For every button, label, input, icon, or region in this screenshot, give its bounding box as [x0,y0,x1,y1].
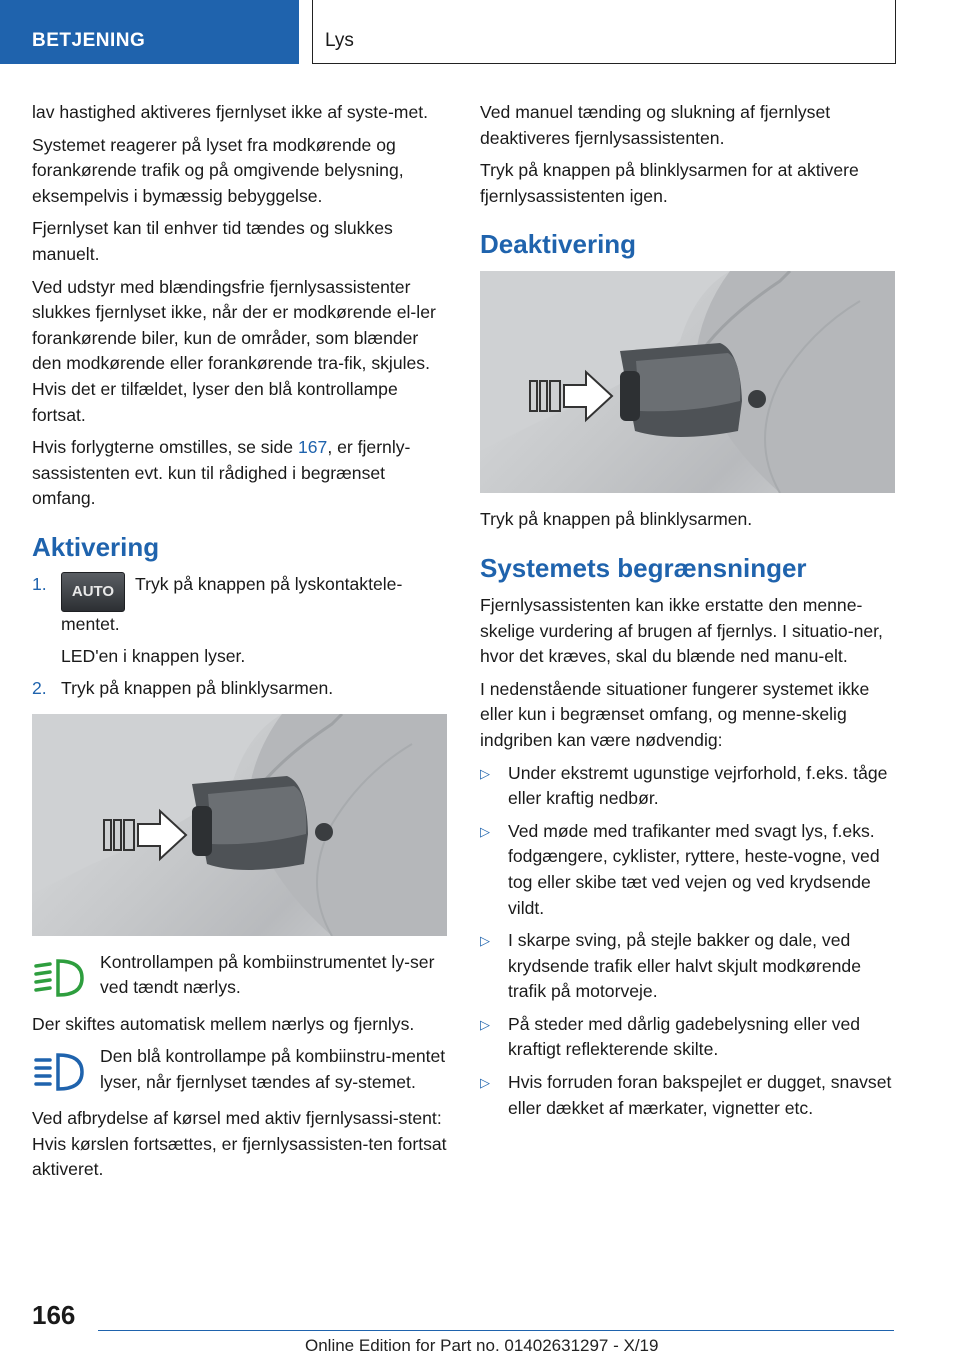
step-2 [32,676,448,702]
paragraph: Fjernlysassistenten kan ikke erstatte den menne-skelige vurdering af brugen af fjernlys. I situatio-ner, hvor det kræves, skal du blænde ned manu-elt. [480,594,883,667]
chapter-tab [312,0,896,64]
high-beam-indicator-icon [32,1052,86,1092]
turn-signal-lever-photo [480,271,895,493]
lever-illustration-icon [32,714,447,936]
left-column [32,100,448,1190]
paragraph: I nedenstående situationer fungerer systemet ikke eller kun i begrænset omfang, og menne-skelig indgriben kan være nødvendig: [480,678,870,750]
indicator-text: Kontrollampen på kombiinstrumentet ly-ser ved tændt nærlys. [100,951,435,998]
paragraph: Systemet reagerer på lyset fra modkørende og forankørende trafik og på omgivende belysning, eksempelvis i bymæssig bebyggelse. [32,134,404,206]
right-column [480,100,896,1128]
list-item-text: I skarpe sving, på stejle bakker og dale, ved krydsende trafik eller halvt skjult modkørende trafik på motorveje. [508,930,862,1002]
chapter-title: Lys [325,30,354,51]
bullet-triangle-icon: ▷ [480,1075,490,1091]
bullet-triangle-icon: ▷ [480,933,490,949]
section-tab [0,0,299,64]
paragraph: Tryk på knappen på blinklysarmen for at aktivere fjernlysassistenten igen. [480,160,859,206]
list-item [480,928,896,1005]
paragraph: Ved udstyr med blændingsfrie fjernlysassistenter slukkes fjernlyset ikke, når der er modkørende el-ler forankørende biler, kun de områder, som blænder den modkørende eller forankørende tra-fik, skjules. Hvis det er tilfældet, lyser den blå kontrollampe fortsat. [32,276,436,425]
list-item [480,1070,896,1121]
paragraph: Ved manuel tænding og slukning af fjernlyset deaktiveres fjernlysassistenten. [480,102,831,148]
ref-post: , er fjernly-sassistenten evt. kun til rådighed i begrænset omfang. [32,437,411,509]
high-beam-indicator-row [32,1044,448,1096]
bullet-triangle-icon: ▷ [480,765,490,781]
heading-begraensninger: Systemets begrænsninger [480,552,807,583]
heading-aktivering: Aktivering [32,531,160,562]
step-text: Tryk på knappen på blinklysarmen. [61,678,334,699]
heading-deaktivering: Deaktivering [480,229,637,260]
list-item-text: Ved møde med trafikanter med svagt lys, f.eks. fodgængere, cyklister, ryttere, heste-vogne, ved tog eller skibe tæt ved vejen og ved krydsende vildt. [508,820,880,918]
step-1 [32,572,448,669]
auto-button-icon: AUTO [61,572,125,612]
paragraph: Ved afbrydelse af kørsel med aktiv fjernlysassi-stent: Hvis kørslen fortsættes, er fjernlysassisten-ten fortsat aktiveret. [32,1108,447,1180]
step-number: 1. [32,573,47,594]
paragraph: Fjernlyset kan til enhver tid tændes og slukkes manuelt. [32,218,393,264]
footer-divider [98,1330,894,1331]
low-beam-indicator-icon [32,958,86,998]
paragraph: Der skiftes automatisk mellem nærlys og fjernlys. [32,1013,415,1034]
turn-signal-lever-photo [32,714,447,936]
step-text: Tryk på knappen på lyskontaktele-mentet. [61,573,403,634]
low-beam-indicator-row [32,950,448,1002]
photo-caption: Tryk på knappen på blinklysarmen. [480,509,753,530]
list-item [480,761,896,812]
list-item-text: Under ekstremt ugunstige vejrforhold, f.eks. tåge eller kraftig nedbør. [508,762,888,809]
bullet-triangle-icon: ▷ [480,823,490,839]
indicator-text: Den blå kontrollampe på kombiinstru-mentet lyser, når fjernlyset tændes af sy-stemet. [100,1046,446,1092]
page-number: 166 [32,1300,76,1330]
lever-illustration-icon [480,271,895,493]
list-item-text: Hvis forruden foran bakspejlet er dugget, snavset eller dækket af mærkater, vignetter etc. [508,1072,892,1118]
edition-text: Online Edition for Part no. 01402631297 - X/19 [305,1336,659,1355]
section-title: BETJENING [32,30,146,51]
list-item [480,1012,896,1063]
step-number: 2. [32,678,47,699]
list-item-text: På steder med dårlig gadebelysning eller ved kraftigt reflekterende skilte. [508,1013,861,1060]
page-link[interactable]: 167 [297,437,328,458]
step-sub: LED'en i knappen lyser. [61,645,246,666]
ref-pre: Hvis forlygterne omstilles, se side [32,437,298,458]
list-item [480,819,896,921]
bullet-triangle-icon: ▷ [480,1016,490,1032]
paragraph [32,435,448,512]
paragraph: lav hastighed aktiveres fjernlyset ikke af syste-met. [32,102,429,122]
